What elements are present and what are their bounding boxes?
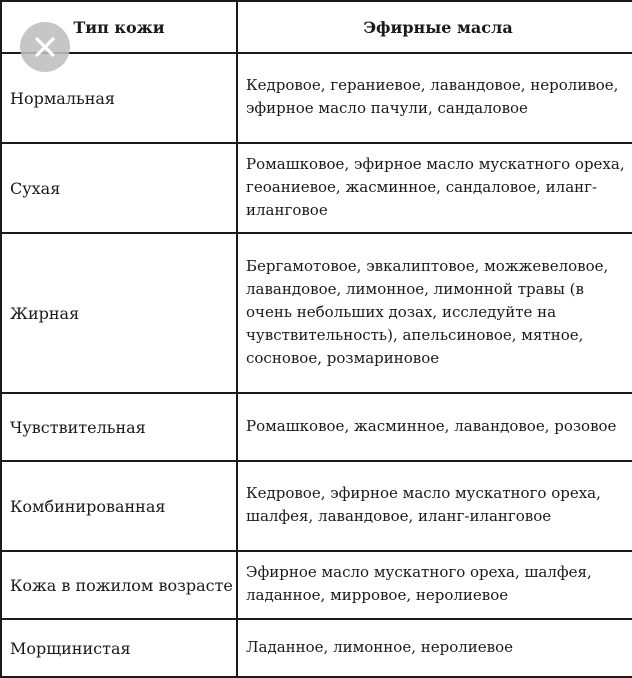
table-row <box>1 619 632 677</box>
close-button[interactable] <box>20 22 70 72</box>
skin-type-cell: Чувствительная <box>1 393 237 461</box>
close-icon <box>34 36 56 58</box>
table-row <box>1 143 632 233</box>
table-row <box>1 461 632 551</box>
skin-type-cell: Кожа в пожилом возрасте <box>1 551 237 619</box>
table-row <box>1 53 632 143</box>
header-skin-type: Тип кожи <box>1 1 237 53</box>
skin-type-cell: Жирная <box>1 233 237 393</box>
table-row <box>1 551 632 619</box>
table-header-row <box>1 1 632 53</box>
skin-type-cell: Нормальная <box>1 53 237 143</box>
table-row <box>1 393 632 461</box>
oils-cell: Эфирное масло мускатного ореха, шалфея, ладанное, мирровое, неролиевое <box>237 551 632 619</box>
table-row <box>1 233 632 393</box>
skin-type-cell: Комбинированная <box>1 461 237 551</box>
header-essential-oils: Эфирные масла <box>237 1 632 53</box>
skin-type-cell: Сухая <box>1 143 237 233</box>
oils-cell: Кедровое, гераниевое, лавандовое, нероливое, эфирное масло пачули, сандаловое <box>237 53 632 143</box>
oils-cell: Ромашковое, жасминное, лавандовое, розовое <box>237 393 632 461</box>
oils-cell: Бергамотовое, эвкалиптовое, можжевеловое, лавандовое, лимонное, лимонной травы (в очень небольших дозах, исследуйте на чувствительность), апельсиновое, мятное, сосновое, розмариновое <box>237 233 632 393</box>
oils-cell: Кедровое, эфирное масло мускатного ореха, шалфея, лавандовое, иланг-иланговое <box>237 461 632 551</box>
oils-cell: Ладанное, лимонное, неролиевое <box>237 619 632 677</box>
oils-cell: Ромашковое, эфирное масло мускатного ореха, геоаниевое, жасминное, сандаловое, иланг-иланговое <box>237 143 632 233</box>
skin-type-cell: Морщинистая <box>1 619 237 677</box>
